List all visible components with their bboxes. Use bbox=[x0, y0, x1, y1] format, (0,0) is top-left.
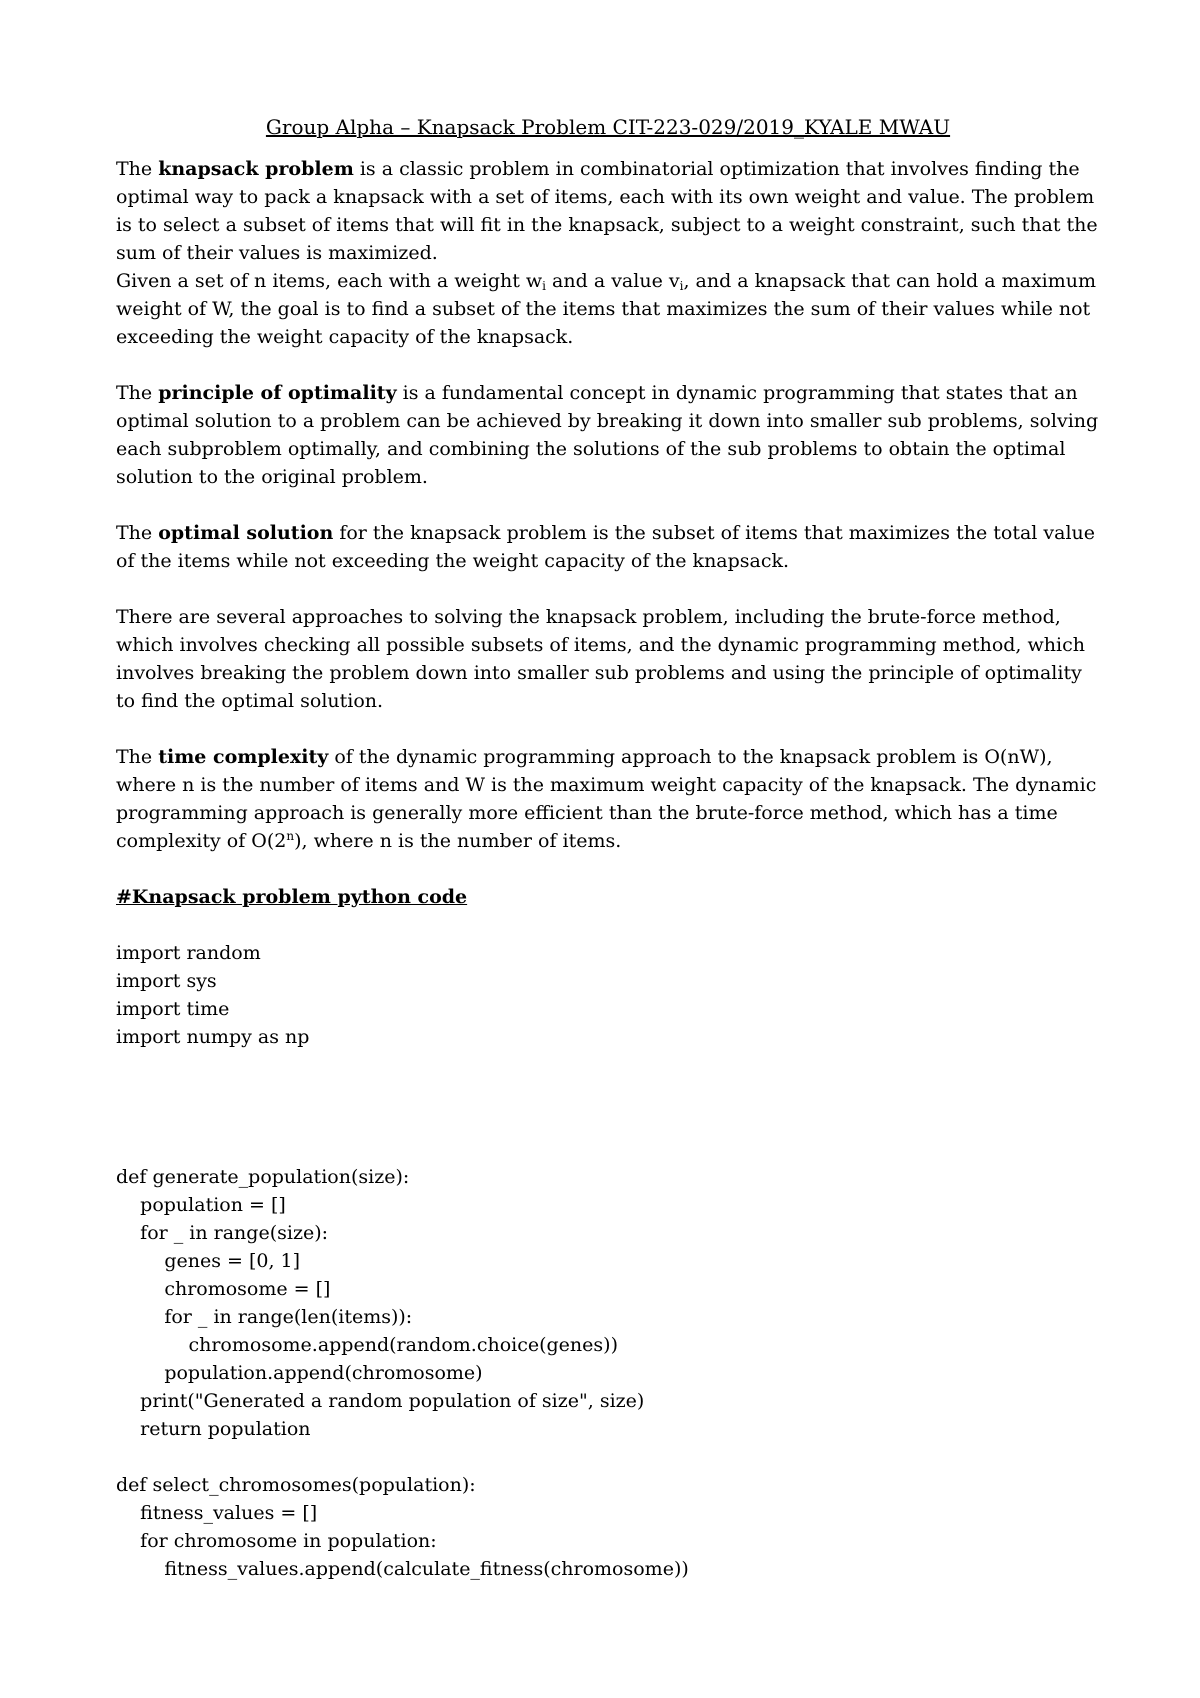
paragraph-problem-statement: Given a set of n items, each with a weight $w_i$ and a value $v_i$, and a knapsack that can hold a maximum weight of W, the goal is to find a subset of the items that maximizes the sum of their values while not exceeding the weight capacity of the knapsack. bbox=[116, 270, 1097, 348]
code-line: def generate_population(size): bbox=[116, 1166, 410, 1188]
code-line: import sys bbox=[116, 970, 217, 992]
document-title: Group Alpha – Knapsack Problem CIT-223-029/2019_KYALE MWAU bbox=[265, 115, 951, 139]
code-line: chromosome = [] bbox=[116, 1278, 331, 1300]
term-principle-of-optimality: principle of optimality bbox=[158, 382, 397, 404]
code-heading: #Knapsack problem python code bbox=[116, 886, 468, 908]
paragraph-optimal-solution: The optimal solution for the knapsack problem is the subset of items that maximizes the total value of the items while not exceeding the weight capacity of the knapsack. bbox=[116, 522, 1096, 572]
code-line: return population bbox=[116, 1418, 311, 1440]
code-imports bbox=[116, 939, 1100, 1051]
code-line: chromosome.append(random.choice(genes)) bbox=[116, 1334, 618, 1356]
term-optimal-solution: optimal solution bbox=[158, 522, 334, 544]
code-line: population = [] bbox=[116, 1194, 286, 1216]
paragraph-principle-of-optimality: The principle of optimality is a fundamental concept in dynamic programming that states that an optimal solution to a problem can be achieved by breaking it down into smaller sub problems, solving each subproblem optimally, and combining the solutions of the sub problems to obtain the optimal solution to the original problem. bbox=[116, 382, 1099, 488]
term-knapsack-problem: knapsack problem bbox=[158, 158, 354, 180]
code-select-chromosomes bbox=[116, 1471, 1100, 1583]
code-line: population.append(chromosome) bbox=[116, 1362, 483, 1384]
code-line: import time bbox=[116, 998, 230, 1020]
code-line: import random bbox=[116, 942, 261, 964]
code-line: def select_chromosomes(population): bbox=[116, 1474, 476, 1496]
code-line: for chromosome in population: bbox=[116, 1530, 437, 1552]
code-line: fitness_values.append(calculate_fitness(chromosome)) bbox=[116, 1558, 689, 1580]
paragraph-approaches: There are several approaches to solving the knapsack problem, including the brute-force method, which involves checking all possible subsets of items, and the dynamic programming method, which involves breaking the problem down into smaller sub problems and using the principle of optimality to find the optimal solution. bbox=[116, 606, 1085, 712]
paragraph-knapsack-definition: The knapsack problem is a classic problem in combinatorial optimization that involves finding the optimal way to pack a knapsack with a set of items, each with its own weight and value. The problem is to select a subset of items that will fit in the knapsack, subject to a weight constraint, such that the sum of their values is maximized. bbox=[116, 158, 1098, 264]
code-line: import numpy as np bbox=[116, 1026, 310, 1048]
document-body bbox=[116, 113, 1100, 1583]
code-line: for _ in range(size): bbox=[116, 1222, 329, 1244]
term-time-complexity: time complexity bbox=[158, 746, 329, 768]
code-line: print("Generated a random population of size", size) bbox=[116, 1390, 645, 1412]
code-line: fitness_values = [] bbox=[116, 1502, 318, 1524]
code-generate-population bbox=[116, 1163, 1100, 1443]
paragraph-time-complexity: The time complexity of the dynamic programming approach to the knapsack problem is O(nW), where n is the number of items and W is the maximum weight capacity of the knapsack. The dynamic programming approach is generally more efficient than the brute-force method, which has a time complexity of O(2$^n$), where n is the number of items. bbox=[116, 746, 1097, 852]
code-line: genes = [0, 1] bbox=[116, 1250, 301, 1272]
code-line: for _ in range(len(items)): bbox=[116, 1306, 413, 1328]
